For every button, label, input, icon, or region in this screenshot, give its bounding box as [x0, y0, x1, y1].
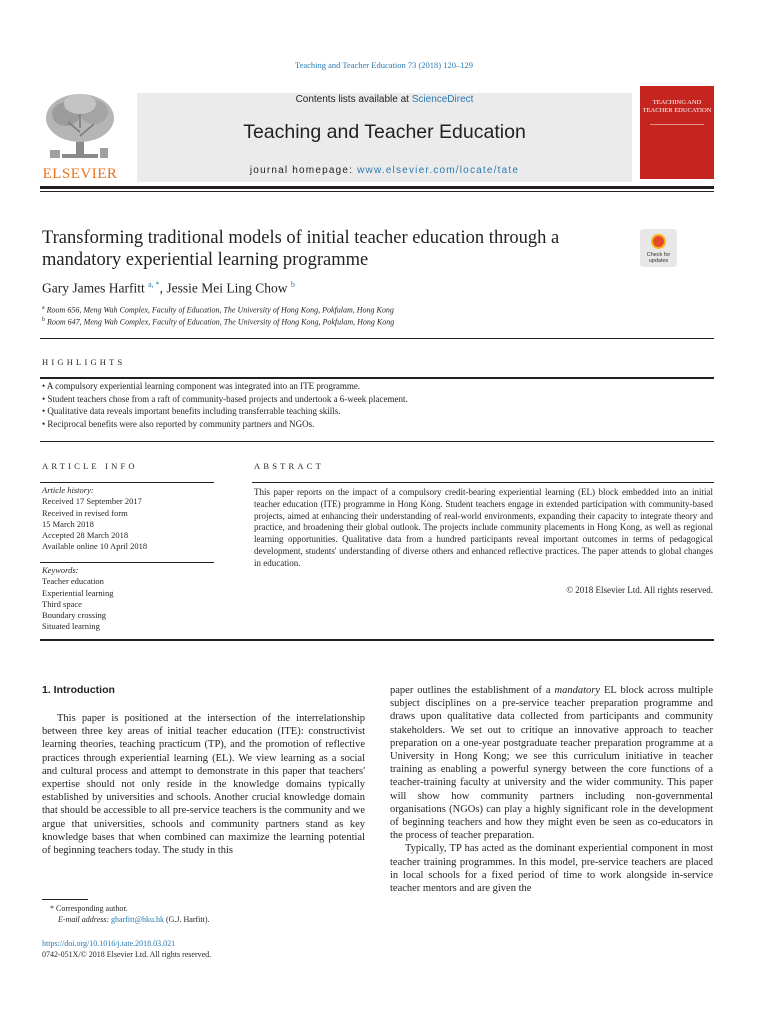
footnote	[42, 903, 210, 925]
divider	[40, 562, 214, 563]
keyword: Teacher education	[42, 576, 104, 587]
doi-link[interactable]: https://doi.org/10.1016/j.tate.2018.03.021	[42, 939, 176, 948]
highlights-heading: HIGHLIGHTS	[42, 357, 126, 367]
keyword: Situated learning	[42, 621, 100, 632]
body-text: EL block across multiple subject disciplines on a pre-service teacher preparation programme and draws upon qualitative data collected from participants and community stakeholders. We set out to critique an innovative approach to teacher preparation on a one-year postgraduate teacher preparation programme at a University in Hong Kong; we see this curriculum initiative in teacher training as enabling a powerful synergy between the core functions of a teacher-training faculty at university and the wider community. This paper will show how community partners including non-governmental organisations (NGOs) can play a highly significant role in the development of beginning teachers and how they might even be seen as co-educators in the process of teacher preparation.	[390, 685, 713, 842]
email-label: E-mail address:	[58, 915, 112, 924]
highlight-item: • A compulsory experiential learning component was integrated into an ITE programme.	[42, 380, 714, 393]
header-rule-thin	[40, 191, 714, 192]
article-history	[42, 485, 214, 553]
author-affiliation-marker[interactable]: a, *	[148, 280, 160, 289]
body-paragraph: Typically, TP has acted as the dominant experiential component in most teacher training programmes. In this model, pre-service teachers are placed in local schools for a fixed period of time to work alongside in-service teacher mentors and are given the	[390, 843, 713, 895]
body-paragraph: This paper is positioned at the intersection of the interrelationship between three key areas of initial teacher education (ITE): constructivist learning theories, teaching practicum (TP), and the promotion of reflective practices through experiential learning (EL). We view learning as a social and cultural process and attempt to demonstrate in this paper that teachers' expertise should not only reside in the knowledge domains typically established by universities and schools. Another crucial knowledge domain that should be accessible to all pre-service teachers is the community and we argue that universities, schools and community partners stand as key knowledge bases that when combined can maximize the learning potential of beginning teachers today. The study in this	[42, 713, 365, 857]
article-history-label: Article history:	[42, 485, 94, 495]
affiliation	[42, 317, 394, 327]
highlight-item: • Qualitative data reveals important benefits including transferrable teaching skills.	[42, 405, 714, 418]
affiliation-text: Room 656, Meng Wah Complex, Faculty of Education, The University of Hong Kong, Pokfulam, Hong Kong	[46, 305, 394, 315]
history-item: 15 March 2018	[42, 518, 94, 529]
contents-prefix: Contents lists available at	[295, 94, 412, 105]
contents-line	[137, 93, 632, 106]
abstract-copyright: © 2018 Elsevier Ltd. All rights reserved.	[566, 585, 713, 595]
keyword: Third space	[42, 598, 82, 609]
sciencedirect-link[interactable]: ScienceDirect	[411, 94, 474, 105]
journal-title: Teaching and Teacher Education	[243, 121, 526, 143]
footnote-rule	[42, 899, 88, 900]
history-item: Accepted 28 March 2018	[42, 530, 129, 541]
divider	[252, 482, 714, 483]
section-heading: 1. Introduction	[42, 684, 115, 696]
header-rule	[40, 186, 714, 189]
article-title: Transforming traditional models of initial teacher education through a mandatory experiential learning programme	[42, 228, 560, 270]
divider	[40, 441, 714, 442]
keywords	[42, 565, 214, 633]
body-left-column	[42, 712, 365, 857]
history-item: Received in revised form	[42, 507, 128, 518]
cover-title: TEACHING AND TEACHER EDUCATION	[642, 99, 712, 114]
history-item: Received 17 September 2017	[42, 496, 142, 507]
journal-cover[interactable]	[640, 86, 714, 179]
abstract-text: This paper reports on the impact of a compulsory credit-bearing experiential learning (EL) block embedded into an initial teacher education (ITE) programme in Hong Kong. Student teachers engage in extended participation with community-based projects, aimed at enhancing their understanding of real-world environments, expanding their capacity to integrate theory and practice, and broadening their global outlook. The projects include community placements in Hong Kong, as well as regional learning opportunities. Qualitative data from a hundred participants reveal important outcomes in terms of pedagogical development, students' understanding of diverse others and enhanced reflective practices. The paper attends to global changes in education.	[254, 487, 713, 568]
affiliation-text: Room 647, Meng Wah Complex, Faculty of Education, The University of Hong Kong, Pokfulam, Hong Kong	[47, 317, 395, 327]
divider	[40, 377, 714, 379]
keywords-label: Keywords:	[42, 565, 79, 575]
divider	[40, 482, 214, 483]
homepage-prefix: journal homepage:	[249, 165, 358, 176]
history-item: Available online 10 April 2018	[42, 541, 148, 552]
elsevier-logo	[40, 92, 120, 184]
author-list	[42, 280, 295, 297]
body-right-column	[390, 684, 713, 895]
highlight-item: • Student teachers chose from a raft of community-based projects and undertook a 6-week placement.	[42, 393, 714, 406]
doi-block	[42, 938, 211, 960]
issn-line: 0742-051X/© 2018 Elsevier Ltd. All rights reserved.	[42, 950, 212, 959]
author-separator: ,	[159, 280, 167, 296]
crossmark-label: Check for updates	[646, 252, 671, 264]
keyword: Boundary crossing	[42, 610, 106, 621]
tree-icon	[40, 92, 120, 164]
footnote-email-line	[42, 914, 210, 925]
keyword: Experiential learning	[42, 587, 114, 598]
cover-divider	[650, 124, 704, 135]
article-info-heading: ARTICLE INFO	[42, 461, 138, 471]
journal-banner	[137, 93, 632, 182]
homepage-link[interactable]: www.elsevier.com/locate/tate	[357, 165, 520, 176]
crossmark-icon	[651, 234, 666, 249]
affiliation-marker: b	[42, 317, 45, 323]
crossmark-badge[interactable]	[640, 229, 677, 267]
elsevier-wordmark: ELSEVIER	[42, 166, 118, 182]
body-paragraph	[390, 684, 713, 842]
author-affiliation-marker[interactable]: b	[290, 280, 295, 289]
divider	[40, 639, 714, 641]
abstract-heading: ABSTRACT	[254, 461, 324, 471]
highlight-item: • Reciprocal benefits were also reported by community partners and NGOs.	[42, 418, 714, 431]
affiliation	[42, 305, 394, 315]
footnote-corresponding: * Corresponding author.	[50, 904, 128, 913]
affiliation-marker: a	[42, 305, 45, 311]
journal-homepage	[137, 165, 632, 176]
divider	[40, 338, 714, 339]
email-link[interactable]: gharfitt@hku.hk	[111, 915, 164, 924]
highlights-list	[42, 380, 714, 430]
body-emphasis: mandatory	[554, 685, 601, 696]
body-text: paper outlines the establishment of a	[390, 685, 555, 696]
email-suffix: (G.J. Harfitt).	[163, 915, 210, 924]
journal-citation[interactable]: Teaching and Teacher Education 73 (2018) 120–129	[294, 60, 474, 70]
author-name[interactable]: Gary James Harfitt	[42, 280, 145, 296]
author-name[interactable]: Jessie Mei Ling Chow	[166, 280, 288, 296]
